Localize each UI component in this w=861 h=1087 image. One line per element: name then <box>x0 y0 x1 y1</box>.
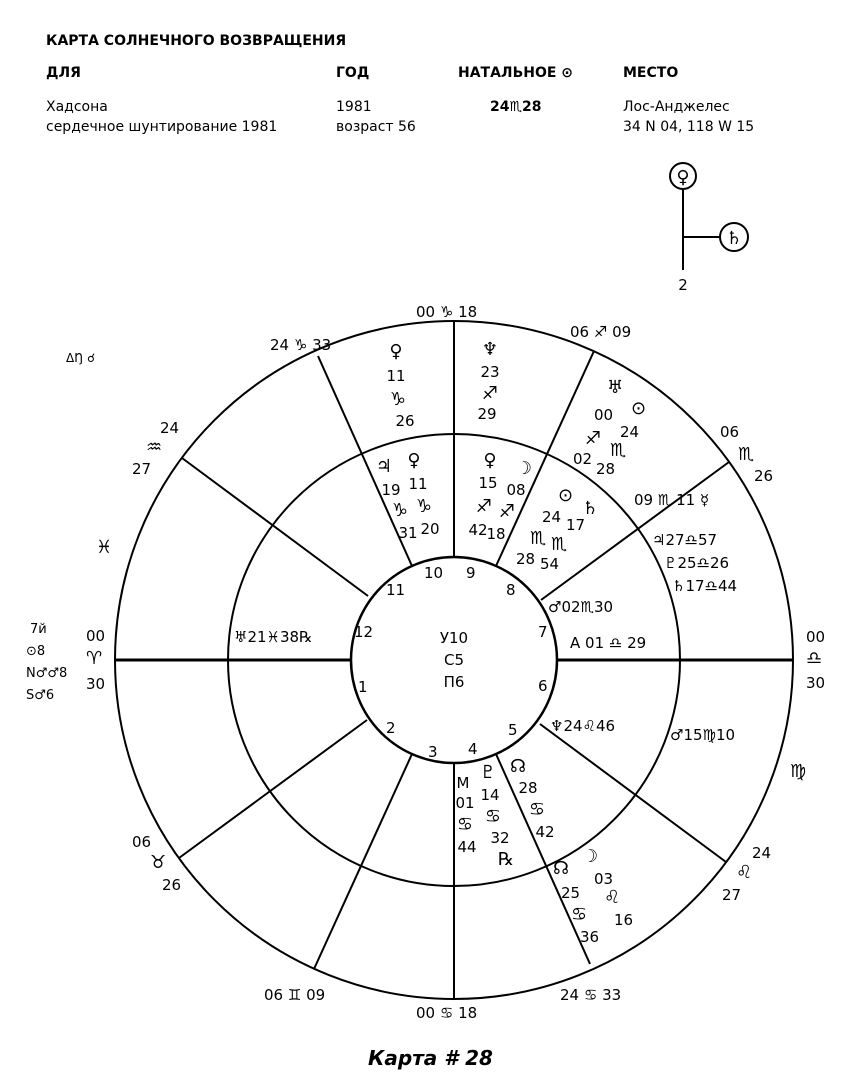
house-number: 2 <box>386 719 396 737</box>
left-note <box>26 622 67 703</box>
aspect-figure <box>670 163 748 294</box>
retrograde-glyph: ℞ <box>497 849 515 870</box>
svg-text:⊙8: ⊙8 <box>26 644 46 659</box>
capricorn-glyph: ♑ <box>391 500 409 521</box>
cusp-11: 24 ♑ 33 <box>270 336 332 354</box>
scorpio-glyph: ♏ <box>551 534 568 555</box>
planet-pair-node-moon <box>553 846 633 946</box>
sagittarius-glyph: ♐ <box>498 501 516 522</box>
center-block <box>440 629 468 691</box>
venus-glyph: ♀ <box>389 341 403 362</box>
house-number: 5 <box>508 721 518 739</box>
planet-column-venus-outer <box>386 341 414 430</box>
scorpio-glyph: ♏ <box>530 528 547 549</box>
svg-text:00: 00 <box>594 406 614 424</box>
node-glyph: ☊ <box>553 858 569 879</box>
house-number: 7 <box>538 623 548 641</box>
saturn-position: ♄17♎44 <box>672 577 738 595</box>
sagittarius-glyph: ♐ <box>585 428 602 449</box>
svg-text:S♂6: S♂6 <box>26 688 55 703</box>
desc-min: 30 <box>806 674 826 692</box>
asc-deg: 00 <box>86 627 106 645</box>
cusp-6-deg: 24 <box>752 844 772 862</box>
capricorn-glyph: ♑ <box>415 496 433 517</box>
svg-text:29: 29 <box>477 405 497 423</box>
cusp-2-min: 26 <box>162 876 182 894</box>
aries-glyph: ♈ <box>86 648 103 669</box>
year-value: 1981 <box>336 99 372 115</box>
libra-glyph: ♎ <box>806 648 823 669</box>
svg-text:31: 31 <box>398 524 418 542</box>
svg-text:28: 28 <box>518 779 538 797</box>
moon-glyph: ☽ <box>515 458 533 479</box>
natal-sun-value: 24♏28 <box>490 99 542 115</box>
scorpio-glyph: ♏ <box>738 444 755 465</box>
svg-text:54: 54 <box>540 555 560 573</box>
chart-caption: Карта # 28 <box>368 1046 493 1070</box>
place-value: Лос-Анджелес <box>623 99 730 115</box>
svg-text:28: 28 <box>516 550 536 568</box>
planet-stack-jupiter-pluto-saturn <box>652 531 737 595</box>
neptune-outer: ♆24♌46 <box>550 717 616 735</box>
cusp-3: 06 ♊ 09 <box>264 986 326 1004</box>
svg-text:18: 18 <box>486 525 506 543</box>
moon-glyph: ☽ <box>582 846 599 867</box>
capricorn-glyph: ♑ <box>389 389 407 410</box>
svg-text:42: 42 <box>535 823 555 841</box>
house-number: 3 <box>428 743 438 761</box>
column-for: ДЛЯ <box>46 65 81 81</box>
taurus-glyph: ♉ <box>150 852 167 873</box>
planet-column-mc-point <box>455 774 476 856</box>
svg-text:01: 01 <box>455 794 475 812</box>
house-number: 4 <box>468 740 478 758</box>
subject-name: Хадсона <box>46 99 108 115</box>
event-label: сердечное шунтирование 1981 <box>46 119 278 135</box>
saturn-glyph: ♄ <box>725 228 743 249</box>
svg-text:11: 11 <box>386 367 406 385</box>
svg-text:24: 24 <box>620 423 640 441</box>
cusp-6-min: 27 <box>722 886 742 904</box>
planet-column-pluto <box>480 762 514 870</box>
cusp-5: 24 ♋ 33 <box>560 986 622 1004</box>
neptune-glyph: ♆ <box>481 339 499 360</box>
venus-glyph: ♀ <box>407 450 421 471</box>
house-number: 8 <box>506 581 516 599</box>
cusp-4: 00 ♋ 18 <box>416 1004 478 1022</box>
svg-text:17: 17 <box>566 516 586 534</box>
svg-text:16: 16 <box>614 911 634 929</box>
marginal-note: ΔŊ ☌ <box>66 351 96 365</box>
column-place: МЕСТО <box>623 65 679 81</box>
pluto-position: ♇25♎26 <box>664 554 730 572</box>
leo-glyph: ♌ <box>736 862 753 883</box>
cusp-12-deg: 24 <box>160 419 180 437</box>
aspect-bottom-label: 2 <box>678 276 688 294</box>
svg-text:42: 42 <box>468 521 488 539</box>
cancer-glyph: ♋ <box>456 814 474 835</box>
house-number: 10 <box>424 564 444 582</box>
mc-glyph: M <box>456 774 470 792</box>
svg-text:03: 03 <box>594 870 614 888</box>
sagittarius-glyph: ♐ <box>475 496 493 517</box>
age-value: возраст 56 <box>336 119 416 135</box>
jupiter-glyph: ♃ <box>375 456 393 477</box>
chart-title: КАРТА СОЛНЕЧНОГО ВОЗВРАЩЕНИЯ <box>46 33 347 49</box>
svg-text:N♂♂8: N♂♂8 <box>26 666 68 681</box>
asc-min: 30 <box>86 675 106 693</box>
svg-text:11: 11 <box>408 475 428 493</box>
house-number: 11 <box>386 581 406 599</box>
svg-text:44: 44 <box>457 838 477 856</box>
sun-glyph: ⊙ <box>558 485 574 506</box>
jupiter-position: ♃27♎57 <box>652 531 718 549</box>
house-number: 6 <box>538 677 548 695</box>
column-natal-sun: НАТАЛЬНОЕ ⊙ <box>458 65 574 81</box>
scorpio-glyph: ♏ <box>610 440 627 461</box>
house-number: 9 <box>466 564 476 582</box>
saturn-glyph: ♄ <box>582 498 599 519</box>
svg-text:08: 08 <box>506 481 526 499</box>
sun-glyph: ⊙ <box>631 398 647 419</box>
svg-text:25: 25 <box>561 884 581 902</box>
cusp-10: 00 ♑ 18 <box>416 303 478 321</box>
asc-point: A 01 ♎ 29 <box>570 634 647 652</box>
desc-deg: 00 <box>806 628 826 646</box>
uranus-west: ♅21♓38℞ <box>234 628 313 646</box>
svg-text:23: 23 <box>480 363 500 381</box>
pluto-glyph: ♇ <box>479 762 497 783</box>
cancer-glyph: ♋ <box>528 799 546 820</box>
cancer-glyph: ♋ <box>484 806 502 827</box>
aquarius-glyph: ♒ <box>146 437 163 458</box>
center-line: П6 <box>443 673 465 691</box>
mars-inner: ♂02♏30 <box>548 598 614 616</box>
svg-text:7й: 7й <box>30 622 47 637</box>
center-line: У10 <box>439 629 469 647</box>
uranus-glyph: ♅ <box>607 377 624 398</box>
planets-lower-right <box>550 717 735 744</box>
cusp-8-min: 26 <box>754 467 774 485</box>
node-glyph: ☊ <box>510 756 526 777</box>
svg-text:32: 32 <box>490 829 510 847</box>
svg-text:24: 24 <box>542 508 562 526</box>
cancer-glyph: ♋ <box>571 904 588 925</box>
leo-glyph: ♌ <box>604 887 621 908</box>
cusp-9: 06 ♐ 09 <box>570 323 632 341</box>
svg-text:20: 20 <box>420 520 440 538</box>
house-number: 12 <box>354 623 374 641</box>
planet-pair-sun-saturn <box>516 485 598 573</box>
svg-text:14: 14 <box>480 786 500 804</box>
house-number: 1 <box>358 678 368 696</box>
venus-glyph: ♀ <box>676 167 690 188</box>
center-line: С5 <box>443 651 465 669</box>
svg-text:02: 02 <box>573 450 593 468</box>
svg-text:36: 36 <box>580 928 600 946</box>
cusp-2-deg: 06 <box>132 833 152 851</box>
planet-column-neptune <box>477 339 499 423</box>
svg-text:26: 26 <box>395 412 415 430</box>
pisces-glyph: ♓ <box>96 537 113 558</box>
svg-text:19: 19 <box>381 481 401 499</box>
sagittarius-glyph: ♐ <box>481 383 499 404</box>
planet-pair-uranus-sun <box>573 377 646 478</box>
mars-outer: ♂15♍10 <box>670 726 736 744</box>
cusp-12-min: 27 <box>132 460 152 478</box>
svg-text:15: 15 <box>478 474 498 492</box>
column-year: ГОД <box>336 65 370 81</box>
virgo-glyph: ♍ <box>790 761 807 782</box>
coords-value: 34 N 04, 118 W 15 <box>623 119 755 135</box>
svg-text:28: 28 <box>596 460 616 478</box>
cusp-8-deg: 06 <box>720 423 740 441</box>
mercury-glyph: ♀ <box>483 450 497 471</box>
mercury-outer: 09 ♏ 11 ☿ <box>634 491 710 509</box>
